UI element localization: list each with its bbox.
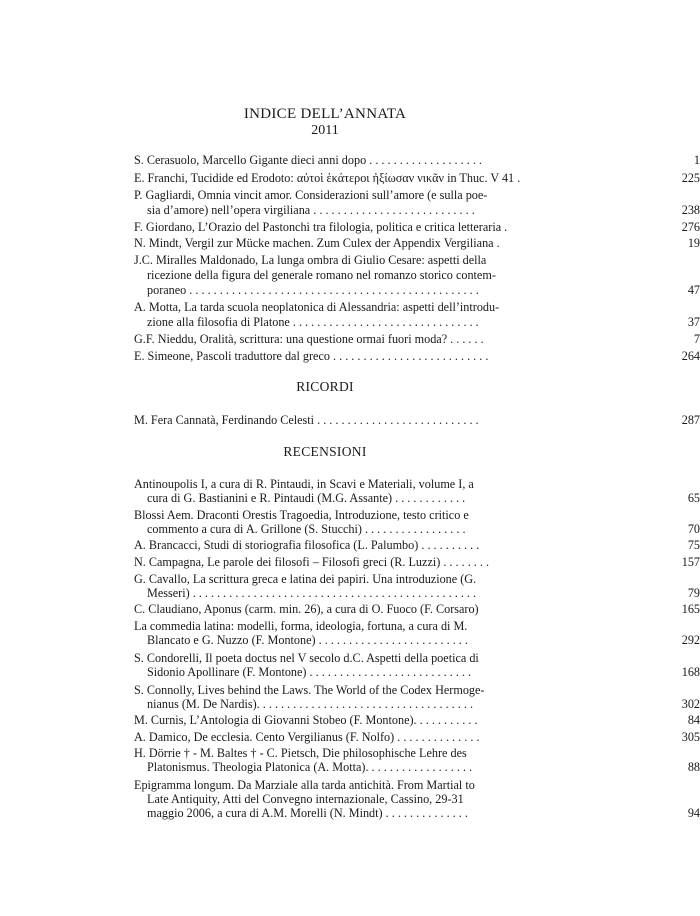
entry-line: Blossi Aem. Draconti Orestis Tragoedia, Introduzione, testo critico e <box>134 508 469 522</box>
entry-page-number: 165 <box>681 602 700 616</box>
entry-page-number: 84 <box>687 713 700 727</box>
entry-page-number: 168 <box>681 665 700 679</box>
volume-year: 2011 <box>311 123 339 138</box>
entry-line: A. Motta, La tarda scuola neoplatonica di Alessandria: aspetti dell’introdu- <box>134 300 500 314</box>
entry-line: ricezione della figura del generale romano nel romanzo storico contem- <box>147 268 496 282</box>
entry-page-number: 19 <box>687 236 700 250</box>
entry-page-number: 88 <box>687 760 700 774</box>
entry-line: Antinoupolis I, a cura di R. Pintaudi, in Scavi e Materiali, volume I, a <box>134 477 474 491</box>
entry-line: G.F. Nieddu, Oralità, scrittura: una questione ormai fuori moda? . . . . . . <box>134 332 484 346</box>
entry-page-number: 75 <box>687 538 700 552</box>
entry-page-number: 65 <box>687 491 700 505</box>
section-heading-recensioni: RECENSIONI <box>283 444 367 459</box>
entry-line: Platonismus. Theologia Platonica (A. Motta). . . . . . . . . . . . . . . . . . <box>147 760 473 774</box>
entry-line: P. Gagliardi, Omnia vincit amor. Considerazioni sull’amore (e sulla poe- <box>134 188 488 202</box>
entry-page-number: 287 <box>681 413 700 427</box>
entry-line: J.C. Miralles Maldonado, La lunga ombra di Giulio Cesare: aspetti della <box>134 253 487 267</box>
entry-page-number: 1 <box>693 153 700 167</box>
entry-line: S. Connolly, Lives behind the Laws. The World of the Codex Hermoge- <box>134 683 485 697</box>
entry-line: maggio 2006, a cura di A.M. Morelli (N. Mindt) . . . . . . . . . . . . . . <box>147 806 468 820</box>
entry-line: nianus (M. De Nardis). . . . . . . . . . . . . . . . . . . . . . . . . . . . . . . . . . . . <box>147 697 473 711</box>
section-heading-ricordi: RICORDI <box>296 379 354 394</box>
entry-line: sia d’amore) nell’opera virgiliana . . . . . . . . . . . . . . . . . . . . . . . . . . . <box>147 203 475 217</box>
entry-page-number: 157 <box>681 555 700 569</box>
entry-line: Late Antiquity, Atti del Convegno internazionale, Cassino, 29-31 <box>147 792 464 806</box>
entry-line: H. Dörrie † - M. Baltes † - C. Pietsch, Die philosophische Lehre des <box>134 746 467 760</box>
entry-line: G. Cavallo, La scrittura greca e latina dei papiri. Una introduzione (G. <box>134 572 477 586</box>
entry-page-number: 276 <box>681 220 700 234</box>
entry-line: C. Claudiano, Aponus (carm. min. 26), a cura di O. Fuoco (F. Corsaro) <box>134 602 479 616</box>
entry-line: La commedia latina: modelli, forma, ideologia, fortuna, a cura di M. <box>134 619 468 633</box>
entry-line: E. Simeone, Pascoli traduttore dal greco . . . . . . . . . . . . . . . . . . . . . . . . . . <box>134 349 489 363</box>
entry-line: F. Giordano, L’Orazio del Pastonchi tra filologia, politica e critica letteraria . <box>134 220 508 234</box>
entry-line: A. Damico, De ecclesia. Cento Vergilianus (F. Nolfo) . . . . . . . . . . . . . . <box>134 730 480 744</box>
entry-line: N. Mindt, Vergil zur Mücke machen. Zum Culex der Appendix Vergiliana . <box>134 236 500 250</box>
entry-page-number: 225 <box>681 171 700 185</box>
entry-line: N. Campagna, Le parole dei filosofi – Filosofi greci (R. Luzzi) . . . . . . . . <box>134 555 490 569</box>
entry-page-number: 37 <box>687 315 700 329</box>
entry-line: Epigramma longum. Da Marziale alla tarda antichità. From Martial to <box>134 778 475 792</box>
entry-page-number: 302 <box>681 697 700 711</box>
entry-page-number: 264 <box>681 349 700 363</box>
entry-line: zione alla filosofia di Platone . . . . . . . . . . . . . . . . . . . . . . . . . . . . . . . <box>147 315 479 329</box>
entry-line: S. Condorelli, Il poeta doctus nel V secolo d.C. Aspetti della poetica di <box>134 651 479 665</box>
entry-page-number: 7 <box>693 332 700 346</box>
entry-line: commento a cura di A. Grillone (S. Stucchi) . . . . . . . . . . . . . . . . . <box>147 522 466 536</box>
entry-page-number: 70 <box>687 522 700 536</box>
entry-line: M. Fera Cannatà, Ferdinando Celesti . . . . . . . . . . . . . . . . . . . . . . . . . . . <box>134 413 479 427</box>
entry-page-number: 94 <box>687 806 700 820</box>
entry-line: S. Cerasuolo, Marcello Gigante dieci anni dopo . . . . . . . . . . . . . . . . . . . <box>134 153 482 167</box>
entry-line: A. Brancacci, Studi di storiografia filosofica (L. Palumbo) . . . . . . . . . . <box>134 538 480 552</box>
entry-line: poraneo . . . . . . . . . . . . . . . . . . . . . . . . . . . . . . . . . . . . . . . . . . . . . . . . <box>147 283 479 297</box>
entry-page-number: 47 <box>687 283 700 297</box>
entry-line: Sidonio Apollinare (F. Montone) . . . . . . . . . . . . . . . . . . . . . . . . . . . <box>147 665 472 679</box>
entry-page-number: 79 <box>687 586 700 600</box>
page-title: INDICE DELL’ANNATA <box>243 106 407 122</box>
entry-line: M. Curnis, L’Antologia di Giovanni Stobeo (F. Montone). . . . . . . . . . . <box>134 713 478 727</box>
entry-line: Messeri) . . . . . . . . . . . . . . . . . . . . . . . . . . . . . . . . . . . . . . . . . . . . . . . <box>147 586 477 600</box>
entry-page-number: 305 <box>681 730 700 744</box>
entry-line: Blancato e G. Nuzzo (F. Montone) . . . . . . . . . . . . . . . . . . . . . . . . . <box>147 633 468 647</box>
entry-line: cura di G. Bastianini e R. Pintaudi (M.G. Assante) . . . . . . . . . . . . <box>147 491 466 505</box>
entry-page-number: 292 <box>681 633 700 647</box>
entry-page-number: 238 <box>681 203 700 217</box>
entry-line: E. Franchi, Tucidide ed Erodoto: αὐτοὶ ἑκάτεροι ἠξίωσαν νικᾶν in Thuc. V 41 . <box>134 171 521 185</box>
